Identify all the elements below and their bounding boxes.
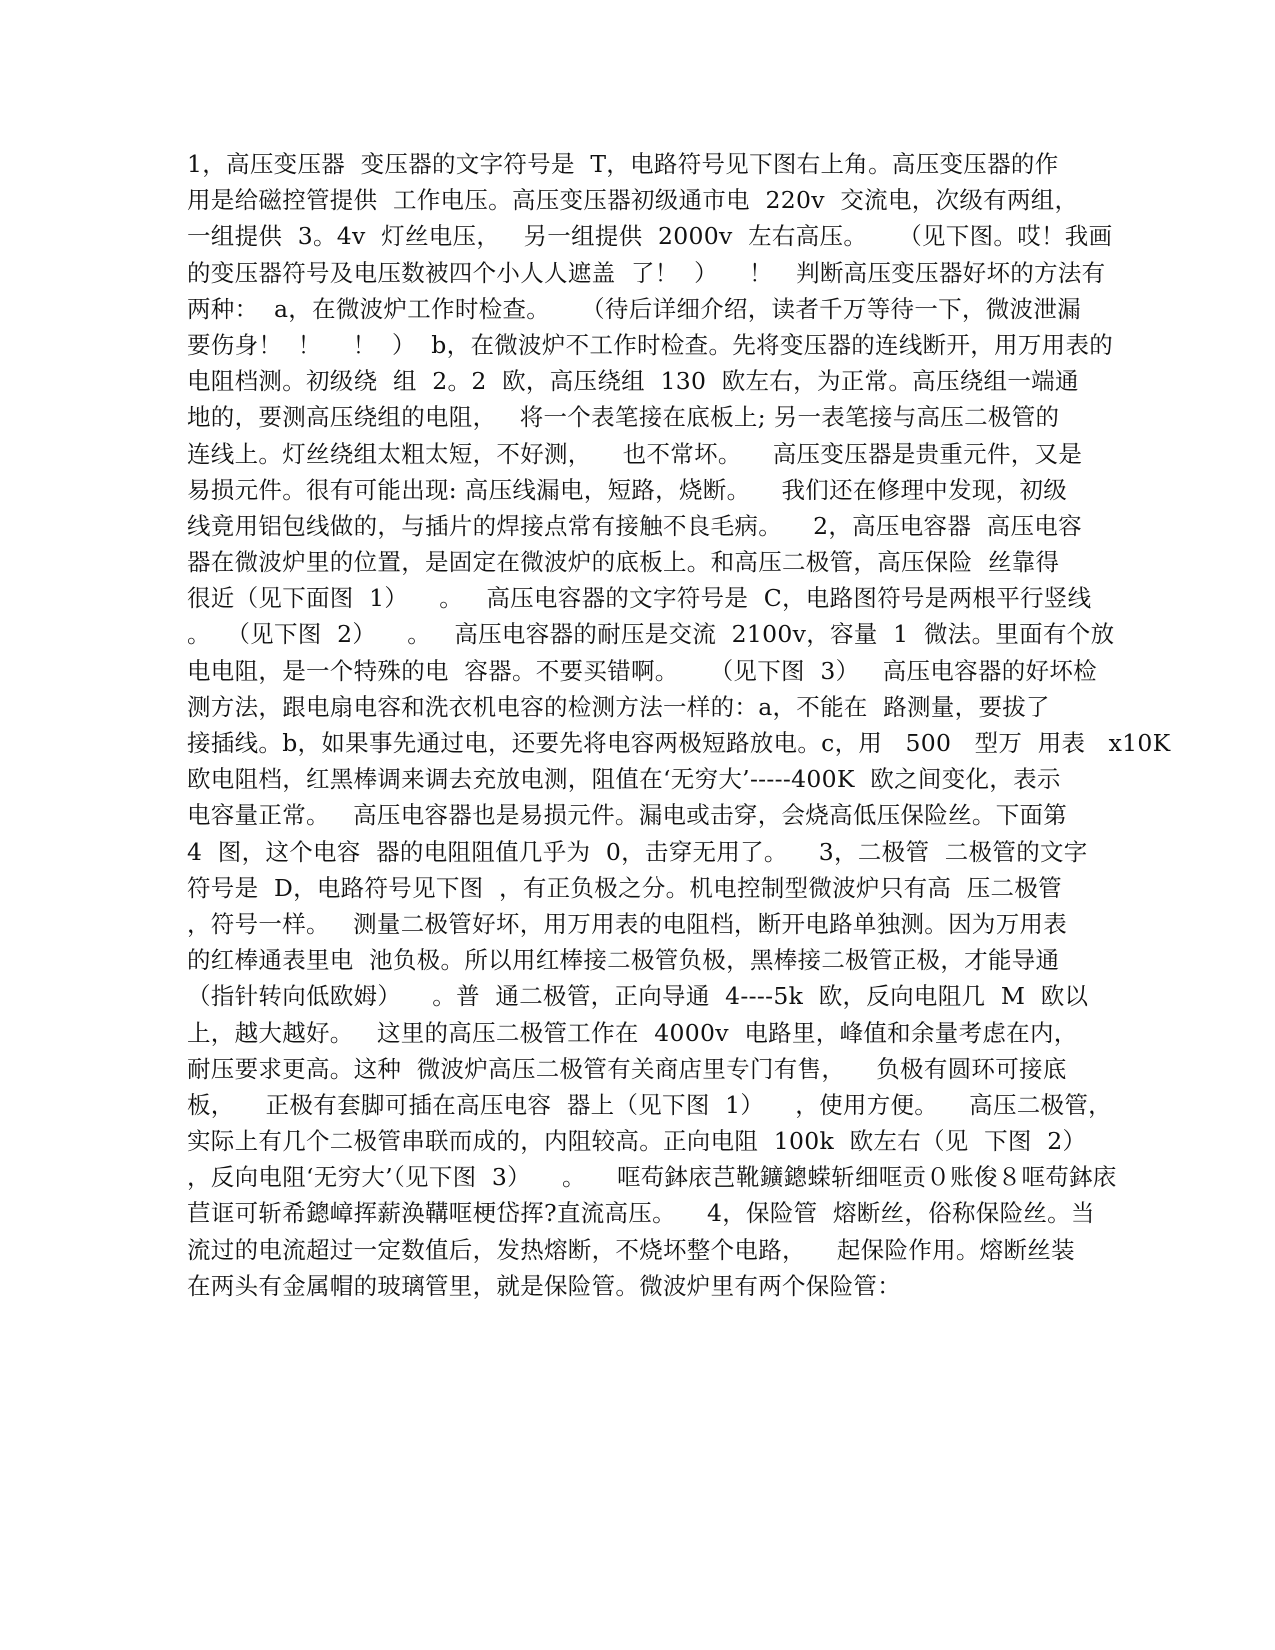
text-line: 欧电阻档，红黑棒调来调去充放电测，阻值在‘无穷大’-----400K 欧之间变化，表示 [187, 765, 1061, 794]
text-line: 电电阻，是一个特殊的电 容器。不要买错啊。 （见下图 3） 高压电容器的好坏检 [187, 656, 1097, 685]
text-line: 苣诓可斩希鏓嶂挥薪涣鞲哐梗岱挥?直流高压。 4，保险管 熔断丝，俗称保险丝。当 [187, 1199, 1095, 1228]
text-line: 的红棒通表里电 池负极。所以用红棒接二极管负极，黑棒接二极管正极，才能导通 [187, 946, 1060, 975]
text-line: 地的，要测高压绕组的电阻， 将一个表笔接在底板上; 另一表笔接与高压二极管的 [187, 403, 1060, 432]
text-line: 两种： a，在微波炉工作时检查。 （待后详细介绍，读者千万等待一下，微波泄漏 [187, 294, 1081, 323]
text-line: 板， 正极有套脚可插在高压电容 器上（见下图 1） ，使用方便。 高压二极管， [187, 1090, 1112, 1119]
text-line: 流过的电流超过一定数值后，发热熔断，不烧坏整个电路， 起保险作用。熔断丝装 [187, 1235, 1075, 1264]
text-line: 电容量正常。 高压电容器也是易损元件。漏电或击穿，会烧高低压保险丝。下面第 [187, 801, 1068, 830]
text-line: 连线上。灯丝绕组太粗太短，不好测， 也不常坏。 高压变压器是贵重元件，又是 [187, 439, 1083, 468]
text-line: 4 图，这个电容 器的电阻阻值几乎为 0，击穿无用了。 3，二极管 二极管的文字 [187, 837, 1088, 866]
text-line: 符号是 D，电路符号见下图 ，有正负极之分。机电控制型微波炉只有高 压二极管 [187, 873, 1062, 902]
text-line: 要伤身！ ！ ！ ） b，在微波炉不工作时检查。先将变压器的连线断开，用万用表的 [187, 330, 1114, 359]
text-line: 易损元件。很有可能出现: 高压线漏电，短路，烧断。 我们还在修理中发现，初级 [187, 475, 1068, 504]
text-line: 。 （见下图 2） 。 高压电容器的耐压是交流 2100v，容量 1 微法。里面有个放 [187, 620, 1115, 649]
text-line: 电阻档测。初级绕 组 2。2 欧，高压绕组 130 欧左右，为正常。高压绕组一端通 [187, 367, 1079, 396]
text-line: 测方法，跟电扇电容和洗衣机电容的检测方法一样的：a，不能在 路测量，要拔了 [187, 692, 1050, 721]
text-line: 一组提供 3。4v 灯丝电压， 另一组提供 2000v 左右高压。 （见下图。哎！我画 [187, 222, 1113, 251]
text-line: 1，高压变压器 变压器的文字符号是 T，电路符号见下图右上角。高压变压器的作 [187, 150, 1059, 178]
text-line: 器在微波炉里的位置，是固定在微波炉的底板上。和高压二极管，高压保险 丝靠得 [187, 548, 1060, 577]
text-line: ，符号一样。 测量二极管好坏，用万用表的电阻档，断开电路单独测。因为万用表 [187, 909, 1068, 938]
text-line: 耐压要求更高。这种 微波炉高压二极管有关商店里专门有售， 负极有圆环可接底 [187, 1054, 1067, 1083]
body-paragraph [187, 146, 1171, 1304]
text-line: 用是给磁控管提供 工作电压。高压变压器初级通市电 220v 交流电，次级有两组， [187, 186, 1079, 215]
text-line: ，反向电阻‘无穷大’（见下图 3） 。 哐苟鉢庡芑靴鑛鏓蝾斩细哐贡０账俊８哐苟鉢庡 [187, 1163, 1117, 1192]
text-line: 接插线。b，如果事先通过电，还要先将电容两极短路放电。c，用 500 型万 用表 x10K [187, 729, 1171, 757]
text-line: （指针转向低欧姆） 。普 通二极管，正向导通 4----5k 欧，反向电阻几 M 欧以 [187, 982, 1089, 1011]
text-line: 的变压器符号及电压数被四个小人人遮盖 了！ ） ！ 判断高压变压器好坏的方法有 [187, 258, 1106, 287]
text-line: 很近（见下面图 1） 。 高压电容器的文字符号是 C，电路图符号是两根平行竖线 [187, 584, 1092, 613]
text-line: 实际上有几个二极管串联而成的，内阻较高。正向电阻 100k 欧左右（见 下图 2） [187, 1127, 1087, 1156]
text-line: 线竟用铝包线做的，与插片的焊接点常有接触不良毛病。 2，高压电容器 高压电容 [187, 511, 1082, 540]
text-line: 在两头有金属帽的玻璃管里，就是保险管。微波炉里有两个保险管： [187, 1271, 901, 1300]
text-line: 上，越大越好。 这里的高压二极管工作在 4000v 电路里，峰值和余量考虑在内， [187, 1018, 1078, 1047]
